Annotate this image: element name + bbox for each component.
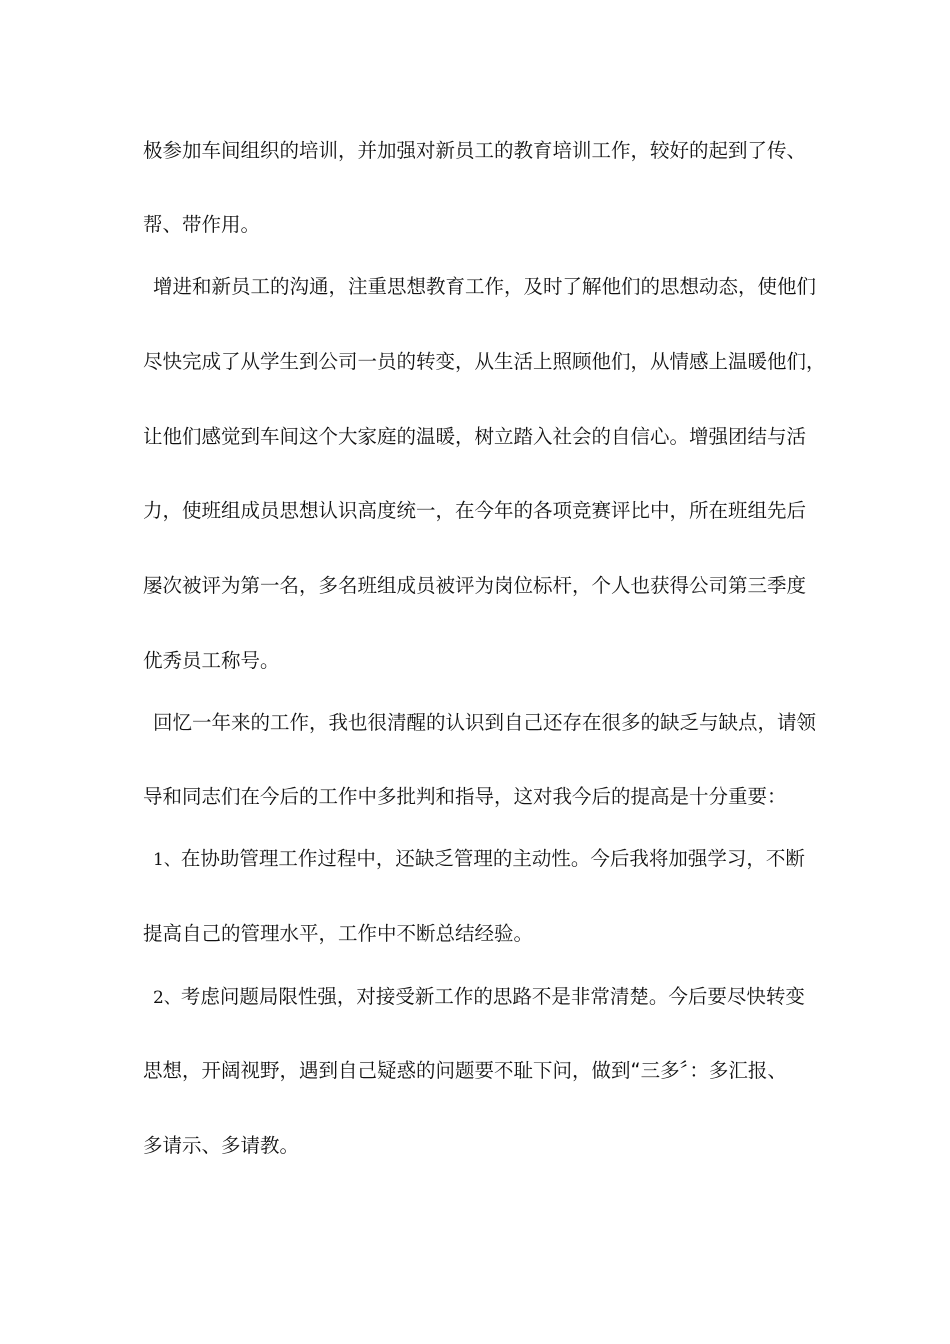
list-item-text: 在协助管理工作过程中，还缺乏管理的主动性。今后我将加强学习，不断 bbox=[180, 847, 805, 870]
paragraph-line: 尽快完成了从学生到公司一员的转变，从生活上照顾他们，从情感上温暖他们， bbox=[143, 350, 826, 373]
paragraph-line: 优秀员工称号。 bbox=[143, 649, 280, 672]
paragraph-line: 思想，开阔视野，遇到自己疑惑的问题要不耻下问，做到“三多〞：多汇报、 bbox=[143, 1059, 787, 1082]
paragraph-line: 极参加车间组织的培训，并加强对新员工的教育培训工作，较好的起到了传、 bbox=[143, 139, 807, 162]
list-number: 1、 bbox=[153, 850, 181, 870]
list-item-2 bbox=[153, 984, 833, 1011]
list-item-text: 考虑问题局限性强，对接受新工作的思路不是非常清楚。今后要尽快转变 bbox=[180, 985, 805, 1008]
paragraph-line: 回忆一年来的工作，我也很清醒的认识到自己还存在很多的缺乏与缺点，请领 bbox=[153, 711, 817, 734]
paragraph-line: 提高自己的管理水平，工作中不断总结经验。 bbox=[143, 922, 534, 945]
paragraph-line: 屡次被评为第一名，多名班组成员被评为岗位标杆，个人也获得公司第三季度 bbox=[143, 574, 807, 597]
paragraph-line: 增进和新员工的沟通，注重思想教育工作，及时了解他们的思想动态，使他们 bbox=[153, 275, 817, 298]
list-number: 2、 bbox=[153, 988, 181, 1008]
paragraph-line: 多请示、多请教。 bbox=[143, 1134, 300, 1157]
list-item-1 bbox=[153, 846, 833, 873]
paragraph-line: 帮、带作用。 bbox=[143, 213, 261, 236]
paragraph-line: 力，使班组成员思想认识高度统一，在今年的各项竞赛评比中，所在班组先后 bbox=[143, 499, 807, 522]
paragraph-line: 让他们感觉到车间这个大家庭的温暖，树立踏入社会的自信心。增强团结与活 bbox=[143, 425, 807, 448]
paragraph-line: 导和同志们在今后的工作中多批判和指导，这对我今后的提高是十分重要： bbox=[143, 785, 787, 808]
